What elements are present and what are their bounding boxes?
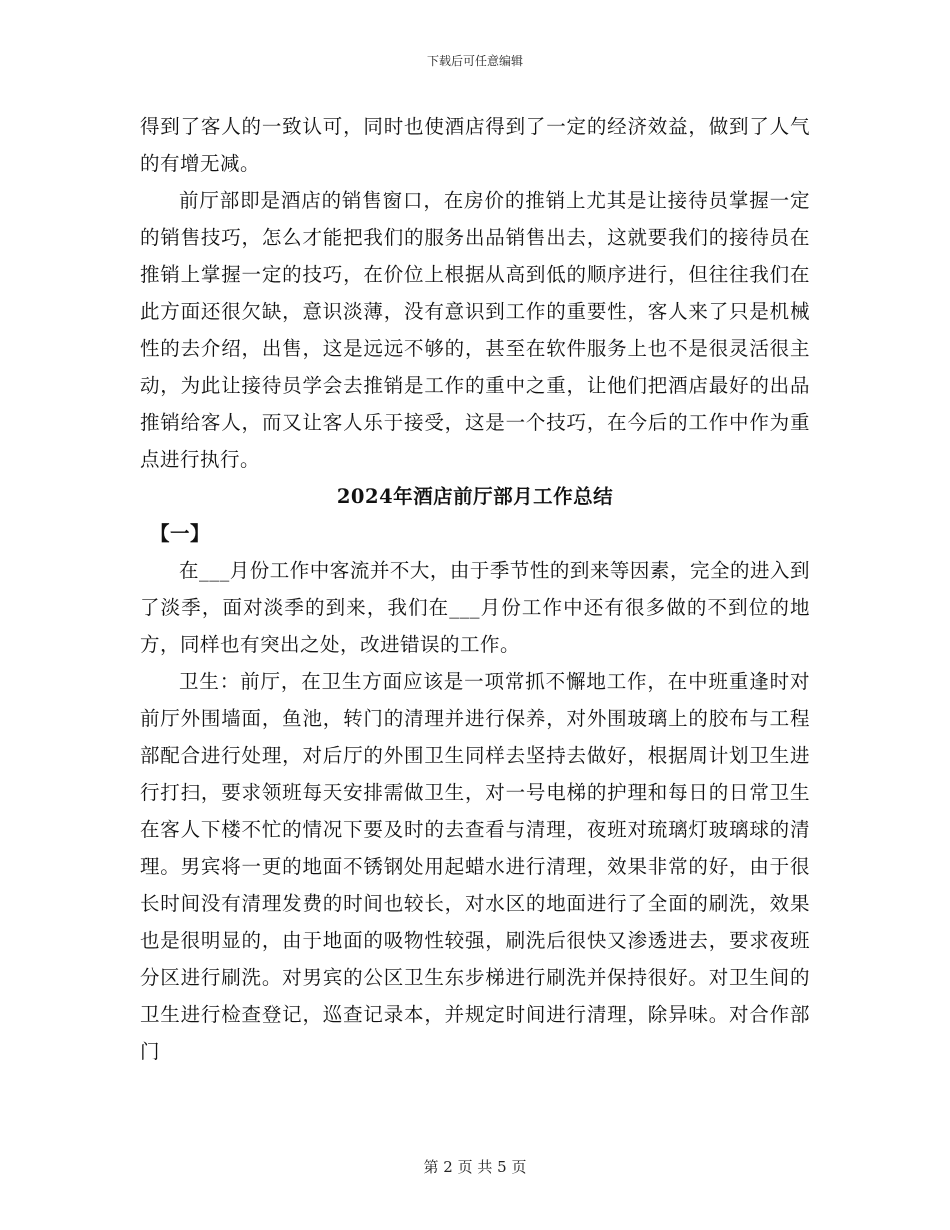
page-header: 下载后可任意编辑 — [426, 54, 523, 68]
paragraph-sales: 前厅部即是酒店的销售窗口，在房价的推销上尤其是让接待员掌握一定的销售技巧，怎么才能把我们的服务出品销售出去，这就要我们的接待员在推销上掌握一定的技巧，在价位上根据从高到低的顺序进行，但往往我们在此方面还很欠缺，意识淡薄，没有意识到工作的重要性，客人来了只是机械性的去介绍，出售，这是远远不够的，甚至在软件服务上也不是很灵活很主动，为此让接待员学会去推销是工作的重中之重，让他们把酒店最好的出品推销给客人，而又让客人乐于接受，这是一个技巧，在今后的工作中作为重点进行执行。 — [140, 189, 810, 471]
paragraph-hygiene: 卫生：前厅，在卫生方面应该是一项常抓不懈地工作，在中班重逢时对前厅外围墙面，鱼池，转门的清理并进行保养，对外围玻璃上的胶布与工程部配合进行处理，对后厅的外围卫生同样去坚持去做好，根据周计划卫生进行打扫，要求领班每天安排需做卫生，对一号电梯的护理和每日的日常卫生在客人下楼不忙的情况下要及时的去查看与清理，夜班对琉璃灯玻璃球的清理。男宾将一更的地面不锈钢处用起蜡水进行清理，效果非常的好，由于很长时间没有清理发费的时间也较长，对水区的地面进行了全面的刷洗，效果也是很明显的，由于地面的吸物性较强，刷洗后很快又渗透进去，要求夜班分区进行刷洗。对男宾的公区卫生东步梯进行刷洗并保持很好。对卫生间的卫生进行检查登记，巡查记录本，并规定时间进行清理，除异味。对合作部门 — [140, 670, 810, 1063]
page-number: 第 2 页 共 5 页 — [423, 1158, 527, 1176]
paragraph-intro: 在___月份工作中客流并不大，由于季节性的到来等因素，完全的进入到了淡季，面对淡季的到来，我们在___月份工作中还有很多做的不到位的地方，同样也有突出之处，改进错误的工作。 — [140, 559, 810, 656]
document-body — [140, 108, 810, 1070]
section-marker: 【一】 — [150, 522, 211, 545]
paragraph-continued: 得到了客人的一致认可，同时也使酒店得到了一定的经济效益，做到了人气的有增无减。 — [140, 115, 810, 175]
document-title: 2024年酒店前厅部月工作总结 — [336, 485, 614, 508]
